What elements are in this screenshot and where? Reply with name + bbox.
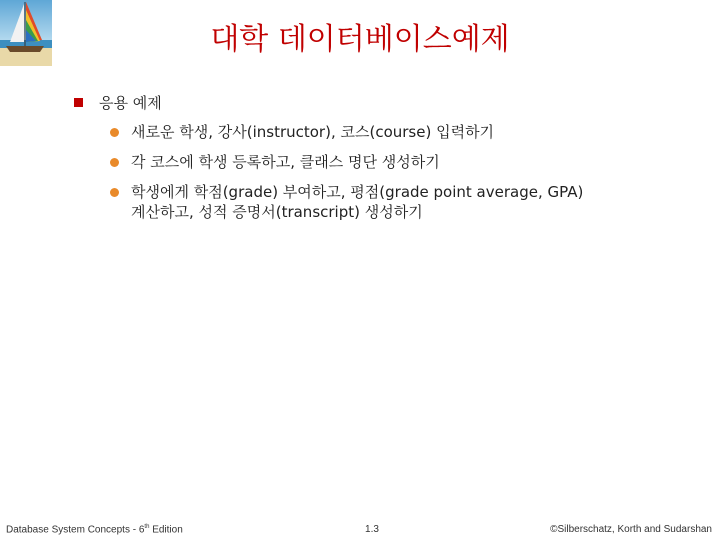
footer-book-prefix: Database System Concepts - 6 bbox=[6, 524, 145, 536]
bullet-level1-text: 응용 예제 bbox=[99, 94, 162, 112]
circle-bullet-icon bbox=[110, 188, 119, 197]
bullet-item-text: 각 코스에 학생 등록하고, 클래스 명단 생성하기 bbox=[131, 153, 440, 171]
footer-book-title bbox=[6, 524, 183, 535]
circle-bullet-icon bbox=[110, 158, 119, 167]
square-bullet-icon bbox=[74, 98, 83, 107]
footer-book-suffix: Edition bbox=[149, 524, 183, 536]
bullet-item-line-1: 학생에게 학점(grade) 부여하고, 평점(grade point average, GPA) bbox=[131, 183, 584, 201]
bullet-item-3 bbox=[110, 182, 670, 222]
bullet-level1 bbox=[74, 92, 162, 113]
bullet-item-text bbox=[131, 182, 583, 222]
footer-book-sup: th bbox=[144, 524, 150, 530]
slide-title: 대학 데이터베이스예제 bbox=[210, 22, 510, 57]
bullet-item-line-2: 계산하고, 성적 증명서(transcript) 생성하기 bbox=[131, 203, 423, 221]
bullet-item-2 bbox=[110, 152, 670, 172]
bullet-item-text: 새로운 학생, 강사(instructor), 코스(course) 입력하기 bbox=[131, 123, 495, 141]
footer-copyright: ©Silberschatz, Korth and Sudarshan bbox=[550, 524, 712, 535]
circle-bullet-icon bbox=[110, 128, 119, 137]
bullet-item-1 bbox=[110, 122, 670, 142]
footer-page-number: 1.3 bbox=[365, 524, 379, 535]
